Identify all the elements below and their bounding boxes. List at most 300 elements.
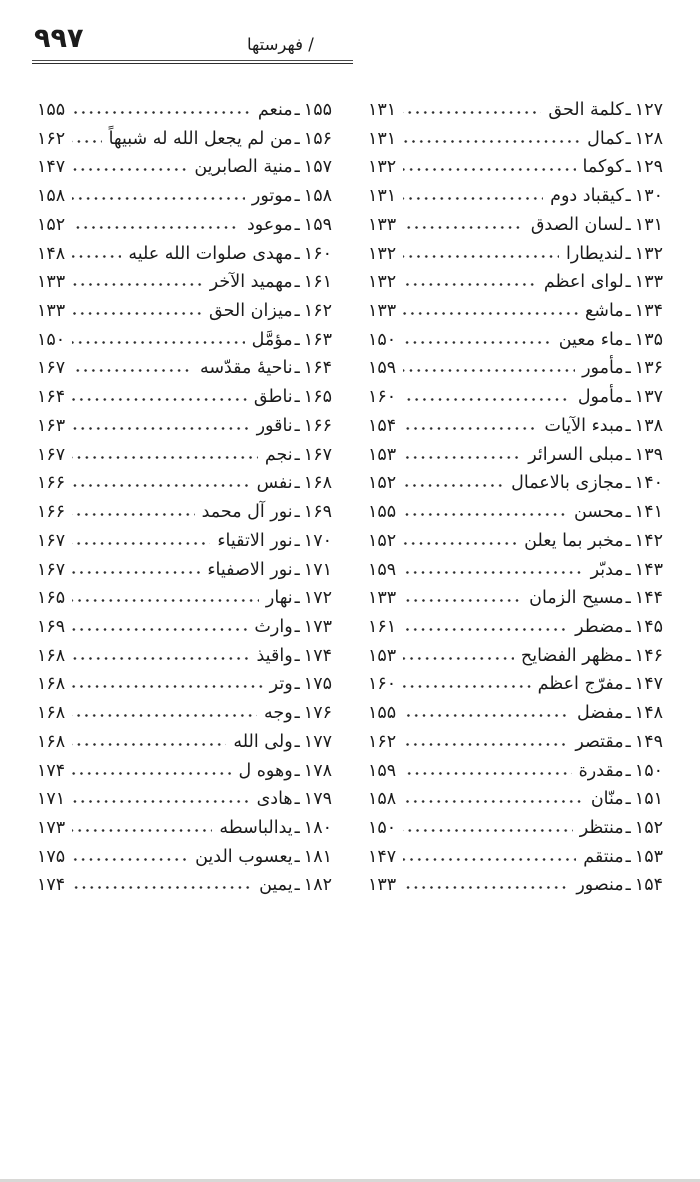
entry-page-number: ۱۵۰ bbox=[368, 817, 397, 838]
dot-leader bbox=[403, 254, 559, 259]
entry-number: ۱۴۵ bbox=[634, 616, 663, 637]
index-entry bbox=[368, 785, 663, 814]
entry-separator: ـ bbox=[625, 846, 631, 867]
dot-leader bbox=[72, 368, 193, 373]
dot-leader bbox=[72, 282, 203, 287]
index-entry bbox=[37, 757, 332, 786]
entry-page-number: ۱۶۷ bbox=[37, 559, 66, 580]
index-entry bbox=[368, 125, 663, 154]
entry-number: ۱۳۵ bbox=[634, 329, 663, 350]
index-column-left bbox=[37, 96, 332, 900]
index-entry bbox=[368, 96, 663, 125]
entry-number: ۱۸۱ bbox=[303, 846, 332, 867]
dot-leader bbox=[403, 225, 524, 230]
entry-term: واقيذ bbox=[256, 645, 293, 666]
entry-number: ۱۵۰ bbox=[634, 760, 663, 781]
entry-term: منية الصابرين bbox=[194, 157, 293, 178]
entry-term: نور آل محمد bbox=[201, 502, 293, 523]
entry-page-number: ۱۵۰ bbox=[37, 329, 66, 350]
entry-term: نفس bbox=[256, 473, 293, 494]
entry-number: ۱۴۹ bbox=[634, 731, 663, 752]
dot-leader bbox=[72, 627, 247, 632]
entry-term: مؤمَّل bbox=[251, 329, 293, 350]
entry-separator: ـ bbox=[294, 329, 300, 350]
entry-term: نجم bbox=[264, 444, 293, 465]
dot-leader bbox=[403, 426, 537, 431]
index-entry bbox=[368, 412, 663, 441]
entry-separator: ـ bbox=[294, 272, 300, 293]
entry-page-number: ۱۳۳ bbox=[37, 272, 66, 293]
entry-separator: ـ bbox=[625, 760, 631, 781]
entry-separator: ـ bbox=[294, 645, 300, 666]
entry-page-number: ۱۶۷ bbox=[37, 530, 66, 551]
entry-term: ناطق bbox=[253, 387, 293, 408]
entry-separator: ـ bbox=[294, 301, 300, 322]
index-entry bbox=[368, 584, 663, 613]
entry-term: مبلى السرائر bbox=[528, 444, 624, 465]
dot-leader bbox=[72, 397, 247, 402]
entry-number: ۱۴۶ bbox=[634, 645, 663, 666]
entry-page-number: ۱۳۲ bbox=[368, 157, 397, 178]
dot-leader bbox=[403, 570, 583, 575]
entry-page-number: ۱۳۳ bbox=[368, 214, 397, 235]
entry-page-number: ۱۳۱ bbox=[368, 186, 397, 207]
entry-number: ۱۵۸ bbox=[303, 186, 332, 207]
entry-separator: ـ bbox=[625, 272, 631, 293]
entry-separator: ـ bbox=[625, 100, 631, 120]
entry-page-number: ۱۳۳ bbox=[368, 301, 397, 322]
entry-separator: ـ bbox=[294, 128, 300, 149]
entry-page-number: ۱۶۸ bbox=[37, 674, 66, 695]
dot-leader bbox=[72, 828, 212, 833]
entry-separator: ـ bbox=[625, 444, 631, 465]
entry-term: وجه bbox=[264, 703, 293, 724]
entry-term: كوكما bbox=[582, 157, 624, 178]
entry-number: ۱۵۳ bbox=[634, 846, 663, 867]
dot-leader bbox=[72, 771, 231, 776]
entry-page-number: ۱۶۰ bbox=[368, 674, 397, 695]
index-entry bbox=[37, 642, 332, 671]
index-entry bbox=[37, 469, 332, 498]
entry-term: منّان bbox=[590, 789, 624, 810]
index-entry bbox=[368, 469, 663, 498]
dot-leader bbox=[403, 656, 514, 661]
dot-leader bbox=[72, 799, 249, 804]
entry-separator: ـ bbox=[294, 502, 300, 523]
entry-number: ۱۵۱ bbox=[634, 789, 663, 810]
index-entry bbox=[37, 297, 332, 326]
entry-term: مهميد الآخر bbox=[209, 272, 293, 293]
entry-term: مهدى صلوات الله عليه bbox=[128, 243, 293, 264]
entry-number: ۱۳۴ bbox=[634, 301, 663, 322]
index-column-right bbox=[368, 96, 663, 900]
index-entry bbox=[368, 240, 663, 269]
dot-leader bbox=[403, 713, 570, 718]
entry-number: ۱۲۷ bbox=[634, 100, 663, 120]
entry-term: وتر bbox=[269, 674, 293, 695]
entry-separator: ـ bbox=[625, 875, 631, 896]
entry-term: نهار bbox=[265, 588, 293, 609]
entry-term: ماشع bbox=[584, 301, 624, 322]
dot-leader bbox=[403, 771, 571, 776]
index-entry bbox=[368, 556, 663, 585]
entry-term: مأمور bbox=[582, 358, 624, 379]
entry-separator: ـ bbox=[294, 817, 300, 838]
entry-page-number: ۱۶۰ bbox=[368, 387, 397, 408]
entry-separator: ـ bbox=[625, 358, 631, 379]
entry-number: ۱۴۰ bbox=[634, 473, 663, 494]
dot-leader bbox=[403, 340, 552, 345]
entry-page-number: ۱۳۳ bbox=[368, 588, 397, 609]
entry-page-number: ۱۵۲ bbox=[368, 473, 397, 494]
entry-number: ۱۵۷ bbox=[303, 157, 332, 178]
index-entry bbox=[37, 814, 332, 843]
entry-number: ۱۶۹ bbox=[303, 502, 332, 523]
index-entry bbox=[37, 240, 332, 269]
entry-number: ۱۴۴ bbox=[634, 588, 663, 609]
entry-page-number: ۱۶۲ bbox=[37, 128, 66, 149]
entry-page-number: ۱۶۶ bbox=[37, 473, 66, 494]
entry-page-number: ۱۵۲ bbox=[368, 530, 397, 551]
entry-page-number: ۱۶۵ bbox=[37, 588, 66, 609]
entry-term: مبدء الآيات bbox=[544, 415, 624, 436]
entry-separator: ـ bbox=[625, 128, 631, 149]
entry-page-number: ۱۶۹ bbox=[37, 616, 66, 637]
entry-term: ميزان الحق bbox=[208, 301, 293, 322]
entry-term: مقدرة bbox=[578, 760, 624, 781]
entry-term: وارث bbox=[254, 616, 293, 637]
index-entry bbox=[368, 297, 663, 326]
entry-page-number: ۱۵۵ bbox=[37, 100, 66, 120]
entry-term: مدبّر bbox=[590, 559, 624, 580]
entry-term: مجازى بالاعمال bbox=[511, 473, 624, 494]
entry-page-number: ۱۵۹ bbox=[368, 358, 397, 379]
entry-separator: ـ bbox=[294, 846, 300, 867]
dot-leader bbox=[72, 254, 121, 259]
entry-separator: ـ bbox=[625, 214, 631, 235]
entry-number: ۱۴۷ bbox=[634, 674, 663, 695]
entry-separator: ـ bbox=[625, 473, 631, 494]
entry-separator: ـ bbox=[294, 186, 300, 207]
entry-separator: ـ bbox=[294, 444, 300, 465]
index-entry bbox=[37, 556, 332, 585]
entry-separator: ـ bbox=[625, 186, 631, 207]
entry-number: ۱۷۰ bbox=[303, 530, 332, 551]
dot-leader bbox=[403, 598, 522, 603]
entry-page-number: ۱۵۴ bbox=[368, 415, 397, 436]
entry-term: مفضل bbox=[577, 703, 624, 724]
entry-term: مظهر الفضايح bbox=[520, 645, 624, 666]
entry-number: ۱۵۹ bbox=[303, 214, 332, 235]
entry-page-number: ۱۴۸ bbox=[37, 243, 66, 264]
entry-term: لسان الصدق bbox=[530, 214, 624, 235]
entry-term: من لم يجعل الله له شبيهاً bbox=[108, 128, 293, 149]
entry-number: ۱۶۱ bbox=[303, 272, 332, 293]
dot-leader bbox=[403, 139, 580, 144]
index-entry bbox=[368, 642, 663, 671]
entry-page-number: ۱۶۲ bbox=[368, 731, 397, 752]
entry-term: مخبر بما يعلن bbox=[524, 530, 624, 551]
dot-leader bbox=[72, 541, 210, 546]
entry-separator: ـ bbox=[625, 243, 631, 264]
dot-leader bbox=[403, 282, 537, 287]
dot-leader bbox=[72, 713, 257, 718]
entry-page-number: ۱۶۸ bbox=[37, 645, 66, 666]
entry-separator: ـ bbox=[625, 502, 631, 523]
entry-page-number: ۱۵۹ bbox=[368, 559, 397, 580]
dot-leader bbox=[403, 311, 578, 316]
entry-page-number: ۱۴۷ bbox=[368, 846, 397, 867]
entry-separator: ـ bbox=[625, 157, 631, 178]
entry-number: ۱۵۴ bbox=[634, 875, 663, 896]
entry-separator: ـ bbox=[294, 387, 300, 408]
index-entry bbox=[37, 728, 332, 757]
entry-term: موتور bbox=[251, 186, 293, 207]
entry-number: ۱۳۱ bbox=[634, 214, 663, 235]
index-entry bbox=[368, 354, 663, 383]
entry-number: ۱۶۴ bbox=[303, 358, 332, 379]
entry-separator: ـ bbox=[294, 760, 300, 781]
dot-leader bbox=[72, 311, 202, 316]
entry-number: ۱۶۵ bbox=[303, 387, 332, 408]
entry-term: محسن bbox=[574, 502, 624, 523]
index-entry bbox=[37, 125, 332, 154]
dot-leader bbox=[72, 684, 262, 689]
entry-separator: ـ bbox=[294, 473, 300, 494]
entry-page-number: ۱۶۱ bbox=[368, 616, 397, 637]
entry-term: لواى اعظم bbox=[543, 272, 624, 293]
dot-leader bbox=[72, 139, 101, 144]
entry-number: ۱۸۲ bbox=[303, 875, 332, 896]
index-entry bbox=[37, 182, 332, 211]
entry-number: ۱۶۷ bbox=[303, 444, 332, 465]
entry-separator: ـ bbox=[294, 559, 300, 580]
entry-page-number: ۱۳۱ bbox=[368, 128, 397, 149]
entry-page-number: ۱۵۸ bbox=[368, 789, 397, 810]
entry-number: ۱۶۶ bbox=[303, 415, 332, 436]
entry-page-number: ۱۳۳ bbox=[368, 875, 397, 896]
entry-separator: ـ bbox=[294, 875, 300, 896]
entry-number: ۱۴۱ bbox=[634, 502, 663, 523]
entry-page-number: ۱۵۳ bbox=[368, 444, 397, 465]
index-entry bbox=[37, 843, 332, 872]
dot-leader bbox=[403, 627, 568, 632]
dot-leader bbox=[72, 167, 187, 172]
entry-separator: ـ bbox=[294, 616, 300, 637]
dot-leader bbox=[403, 684, 530, 689]
entry-page-number: ۱۵۵ bbox=[368, 703, 397, 724]
entry-term: مسيح الزمان bbox=[529, 588, 624, 609]
dot-leader bbox=[72, 455, 258, 460]
entry-separator: ـ bbox=[294, 588, 300, 609]
index-columns bbox=[37, 96, 663, 900]
dot-leader bbox=[72, 426, 249, 431]
entry-term: منعم bbox=[257, 100, 293, 120]
entry-number: ۱۵۶ bbox=[303, 128, 332, 149]
entry-page-number: ۱۷۳ bbox=[37, 817, 66, 838]
entry-page-number: ۱۷۵ bbox=[37, 846, 66, 867]
entry-number: ۱۳۲ bbox=[634, 243, 663, 264]
entry-number: ۱۶۲ bbox=[303, 301, 332, 322]
index-entry bbox=[37, 527, 332, 556]
entry-term: يعسوب الدين bbox=[195, 846, 293, 867]
entry-separator: ـ bbox=[294, 530, 300, 551]
index-entry bbox=[37, 268, 332, 297]
entry-term: ناقور bbox=[256, 415, 293, 436]
entry-separator: ـ bbox=[625, 616, 631, 637]
entry-page-number: ۱۶۳ bbox=[37, 415, 66, 436]
entry-page-number: ۱۵۸ bbox=[37, 186, 66, 207]
entry-term: وهوه ل bbox=[238, 760, 293, 781]
entry-separator: ـ bbox=[294, 415, 300, 436]
index-entry bbox=[368, 814, 663, 843]
index-entry bbox=[368, 268, 663, 297]
entry-number: ۱۲۹ bbox=[634, 157, 663, 178]
entry-number: ۱۴۳ bbox=[634, 559, 663, 580]
entry-term: نور الاتقياء bbox=[217, 530, 293, 551]
entry-number: ۱۳۸ bbox=[634, 415, 663, 436]
entry-page-number: ۱۷۴ bbox=[37, 760, 66, 781]
entry-number: ۱۷۱ bbox=[303, 559, 332, 580]
index-entry bbox=[37, 383, 332, 412]
entry-term: يمين bbox=[259, 875, 293, 896]
entry-number: ۱۸۰ bbox=[303, 817, 332, 838]
index-entry bbox=[37, 354, 332, 383]
entry-number: ۱۷۹ bbox=[303, 789, 332, 810]
index-entry bbox=[37, 326, 332, 355]
index-entry bbox=[368, 153, 663, 182]
entry-separator: ـ bbox=[294, 703, 300, 724]
entry-separator: ـ bbox=[294, 100, 300, 120]
dot-leader bbox=[403, 828, 573, 833]
entry-page-number: ۱۶۸ bbox=[37, 731, 66, 752]
entry-number: ۱۳۶ bbox=[634, 358, 663, 379]
entry-number: ۱۷۴ bbox=[303, 645, 332, 666]
entry-separator: ـ bbox=[294, 214, 300, 235]
entry-term: لنديطارا bbox=[565, 243, 624, 264]
index-entry bbox=[368, 613, 663, 642]
entry-separator: ـ bbox=[625, 789, 631, 810]
dot-leader bbox=[72, 598, 259, 603]
dot-leader bbox=[403, 196, 543, 201]
entry-separator: ـ bbox=[625, 645, 631, 666]
dot-leader bbox=[403, 742, 568, 747]
dot-leader bbox=[72, 885, 252, 890]
dot-leader bbox=[403, 799, 584, 804]
entry-page-number: ۱۵۲ bbox=[37, 214, 66, 235]
entry-number: ۱۶۸ bbox=[303, 473, 332, 494]
dot-leader bbox=[403, 512, 567, 517]
index-entry bbox=[37, 699, 332, 728]
dot-leader bbox=[403, 455, 521, 460]
index-entry bbox=[37, 613, 332, 642]
entry-page-number: ۱۶۸ bbox=[37, 703, 66, 724]
entry-page-number: ۱۶۷ bbox=[37, 444, 66, 465]
entry-term: ماء معين bbox=[558, 329, 624, 350]
index-entry bbox=[368, 182, 663, 211]
entry-term: ناحيهٔ مقدّسه bbox=[199, 358, 293, 379]
entry-separator: ـ bbox=[294, 789, 300, 810]
entry-term: منتقم bbox=[583, 846, 624, 867]
entry-term: كلمة الحق bbox=[548, 100, 624, 120]
entry-number: ۱۷۲ bbox=[303, 588, 332, 609]
dot-leader bbox=[403, 368, 575, 373]
dot-leader bbox=[403, 167, 575, 172]
dot-leader bbox=[403, 885, 569, 890]
dot-leader bbox=[403, 110, 541, 115]
index-entry bbox=[368, 757, 663, 786]
dot-leader bbox=[72, 483, 249, 488]
index-entry bbox=[368, 843, 663, 872]
entry-term: كيقباد دوم bbox=[550, 186, 624, 207]
entry-page-number: ۱۳۱ bbox=[368, 100, 397, 120]
entry-number: ۱۷۸ bbox=[303, 760, 332, 781]
dot-leader bbox=[72, 225, 240, 230]
entry-term: مضطر bbox=[575, 616, 624, 637]
entry-page-number: ۱۵۵ bbox=[368, 502, 397, 523]
index-entry bbox=[37, 498, 332, 527]
entry-number: ۱۷۶ bbox=[303, 703, 332, 724]
entry-separator: ـ bbox=[294, 674, 300, 695]
entry-number: ۱۳۹ bbox=[634, 444, 663, 465]
index-entry bbox=[37, 412, 332, 441]
entry-term: هادى bbox=[256, 789, 293, 810]
entry-number: ۱۳۷ bbox=[634, 387, 663, 408]
entry-separator: ـ bbox=[625, 817, 631, 838]
index-entry bbox=[368, 728, 663, 757]
index-entry bbox=[368, 871, 663, 900]
entry-separator: ـ bbox=[294, 358, 300, 379]
index-entry bbox=[368, 326, 663, 355]
entry-number: ۱۶۳ bbox=[303, 329, 332, 350]
index-entry bbox=[368, 670, 663, 699]
entry-number: ۱۳۰ bbox=[634, 186, 663, 207]
entry-number: ۱۶۰ bbox=[303, 243, 332, 264]
dot-leader bbox=[72, 512, 194, 517]
entry-separator: ـ bbox=[625, 559, 631, 580]
index-entry bbox=[37, 96, 332, 125]
index-entry bbox=[368, 699, 663, 728]
dot-leader bbox=[72, 857, 188, 862]
entry-term: منتظر bbox=[579, 817, 624, 838]
entry-term: مفرّج اعظم bbox=[537, 674, 624, 695]
entry-number: ۱۷۵ bbox=[303, 674, 332, 695]
entry-term: منصور bbox=[576, 875, 624, 896]
index-entry bbox=[368, 383, 663, 412]
dot-leader bbox=[403, 397, 571, 402]
entry-separator: ـ bbox=[625, 703, 631, 724]
entry-term: موعود bbox=[246, 214, 293, 235]
entry-number: ۱۷۳ bbox=[303, 616, 332, 637]
dot-leader bbox=[72, 656, 249, 661]
entry-page-number: ۱۶۴ bbox=[37, 387, 66, 408]
entry-page-number: ۱۳۳ bbox=[37, 301, 66, 322]
page-title: / فهرستها bbox=[247, 35, 314, 54]
index-entry bbox=[368, 527, 663, 556]
entry-page-number: ۱۳۲ bbox=[368, 272, 397, 293]
dot-leader bbox=[72, 340, 244, 345]
dot-leader bbox=[72, 110, 251, 115]
entry-separator: ـ bbox=[294, 157, 300, 178]
entry-term: نور الاصفياء bbox=[207, 559, 293, 580]
index-entry bbox=[37, 153, 332, 182]
entry-number: ۱۵۲ bbox=[634, 817, 663, 838]
entry-page-number: ۱۶۷ bbox=[37, 358, 66, 379]
entry-page-number: ۱۴۷ bbox=[37, 157, 66, 178]
index-entry bbox=[37, 441, 332, 470]
index-entry bbox=[37, 670, 332, 699]
index-entry bbox=[37, 211, 332, 240]
